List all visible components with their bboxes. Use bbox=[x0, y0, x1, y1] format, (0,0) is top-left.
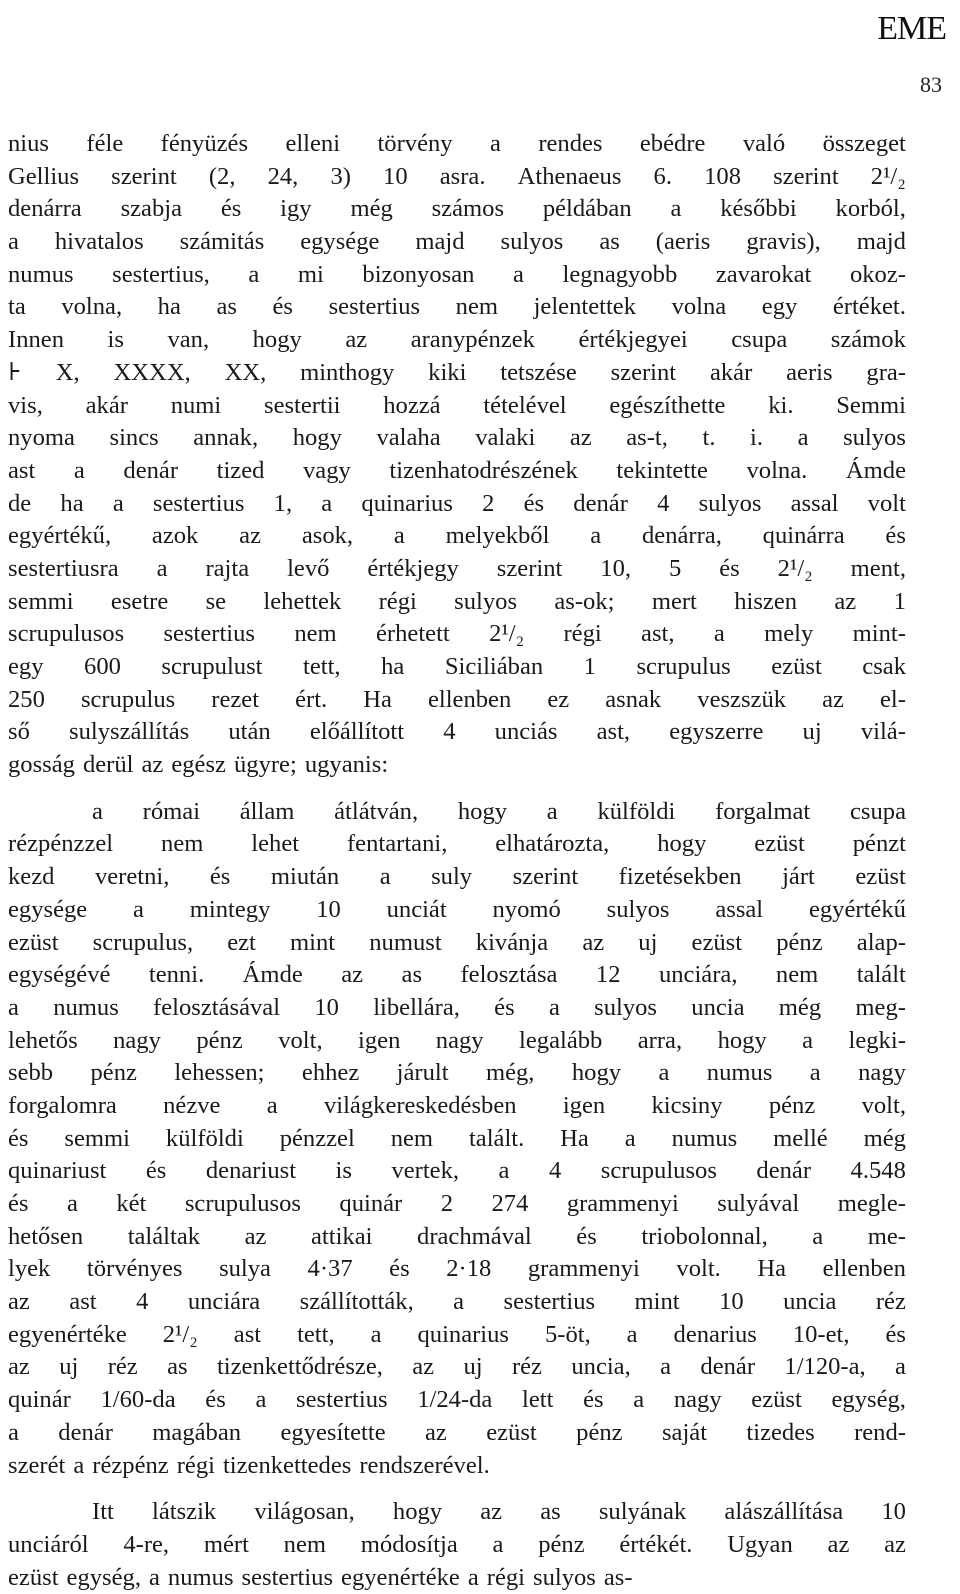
text-line: denárra szabja és igy még számos példában a későbbi korból, bbox=[8, 195, 906, 223]
text-line: gosság derül az egész ügyre; ugyanis: bbox=[8, 751, 389, 779]
text-line: egy 600 scrupulust tett, ha Siciliában 1 scrupulus ezüst csak bbox=[8, 653, 906, 680]
text-line: lyek törvényes sulya 4·37 és 2·18 grammenyi volt. Ha ellenben bbox=[8, 1255, 906, 1283]
text-line: a hivatalos számitás egysége majd sulyos as (aeris gravis), majd bbox=[8, 228, 906, 256]
text-line: a denár magában egyesítette az ezüst pénz saját tizedes rend- bbox=[8, 1418, 906, 1446]
text-line: ezüst egység, a numus sestertius egyenértéke a régi sulyos as- bbox=[8, 1563, 633, 1591]
text-line: semmi esetre se lehettek régi sulyos as-ok; mert hiszen az 1 bbox=[8, 587, 906, 615]
text-line: ső sulyszállítás után előállított 4 unciás ast, egyszerre uj vilá- bbox=[8, 718, 906, 746]
text-line: szerét a rézpénz régi tizenkettedes rendszerével. bbox=[8, 1451, 490, 1479]
paragraph bbox=[8, 796, 906, 1482]
text-line: vis, akár numi sestertii hozzá tételével egészíthette ki. Semmi bbox=[8, 391, 906, 419]
text-line: lehetős nagy pénz volt, igen nagy legalább arra, hogy a legki- bbox=[8, 1026, 906, 1054]
body-text bbox=[8, 128, 906, 1594]
paragraph bbox=[8, 1496, 906, 1594]
text-line: egyértékű, azok az asok, a melyekből a denárra, quinárra és bbox=[8, 522, 906, 550]
page-number: 83 bbox=[920, 72, 942, 97]
text-line: sebb pénz lehessen; ehhez járult még, hogy a numus a nagy bbox=[8, 1059, 906, 1087]
text-line: a numus felosztásával 10 libellára, és a sulyos uncia még meg- bbox=[8, 993, 906, 1021]
text-line: kezd veretni, és miután a suly szerint fizetésekben járt ezüst bbox=[8, 863, 906, 891]
text-line: forgalomra nézve a világkereskedésben igen kicsiny pénz volt, bbox=[8, 1091, 906, 1119]
text-line: és a két scrupulusos quinár 2 274 grammenyi sulyával megle- bbox=[8, 1190, 906, 1217]
text-line: unciáról 4-re, mért nem módosítja a pénz értékét. Ugyan az az bbox=[8, 1530, 906, 1558]
text-line: de ha a sestertius 1, a quinarius 2 és denár 4 sulyos assal volt bbox=[8, 489, 906, 517]
text-line: Itt látszik világosan, hogy az as sulyának alászállítása 10 bbox=[92, 1498, 906, 1526]
text-line: quinariust és denariust is vertek, a 4 scrupulusos denár 4.548 bbox=[8, 1157, 906, 1185]
text-line: Innen is van, hogy az aranypénzek értékjegyei csupa számok bbox=[8, 326, 906, 354]
publisher-logo: EME bbox=[877, 10, 946, 47]
text-line: az ast 4 unciára szállították, a sestertius mint 10 uncia réz bbox=[8, 1288, 906, 1316]
text-line: egységévé tenni. Ámde az as felosztása 12 unciára, nem talált bbox=[8, 961, 906, 989]
text-line: ast a denár tized vagy tizenhatodrészének tekintette volna. Ámde bbox=[8, 456, 906, 484]
text-line: ta volna, ha as és sestertius nem jelentettek volna egy értéket. bbox=[8, 293, 906, 321]
text-line: nius féle fényüzés elleni törvény a rendes ebédre való összeget bbox=[8, 130, 906, 157]
text-line: rézpénzzel nem lehet fentartani, elhatározta, hogy ezüst pénzt bbox=[8, 830, 906, 858]
text-line: a római állam átlátván, hogy a külföldi forgalmat csupa bbox=[92, 797, 906, 825]
paragraph bbox=[8, 128, 906, 782]
text-line: egysége a mintegy 10 unciát nyomó sulyos assal egyértékű bbox=[8, 895, 906, 923]
text-line: hetősen találtak az attikai drachmával és triobolonnal, a me- bbox=[8, 1222, 906, 1250]
paragraph-gap bbox=[8, 1482, 906, 1496]
text-line: scrupulusos sestertius nem érhetett 2¹/₂ régi ast, a mely mint- bbox=[8, 620, 906, 648]
text-line: egyenértéke 2¹/₂ ast tett, a quinarius 5-öt, a denarius 10-et, és bbox=[8, 1320, 906, 1348]
text-line: ⊦ X, XXXX, XX, minthogy kiki tetszése szerint akár aeris gra- bbox=[8, 358, 906, 386]
text-line: és semmi külföldi pénzzel nem talált. Ha a numus mellé még bbox=[8, 1124, 906, 1152]
text-line: nyoma sincs annak, hogy valaha valaki az as-t, t. i. a sulyos bbox=[8, 424, 906, 452]
text-line: 250 scrupulus rezet ért. Ha ellenben ez asnak veszszük az el- bbox=[8, 685, 906, 713]
text-line: quinár 1/60-da és a sestertius 1/24-da lett és a nagy ezüst egység, bbox=[8, 1386, 906, 1414]
paragraph-gap bbox=[8, 782, 906, 796]
text-line: numus sestertius, a mi bizonyosan a legnagyobb zavarokat okoz- bbox=[8, 260, 906, 288]
text-line: Gellius szerint (2, 24, 3) 10 asra. Athenaeus 6. 108 szerint 2¹/₂ bbox=[8, 162, 906, 190]
text-line: ezüst scrupulus, ezt mint numust kivánja az uj ezüst pénz alap- bbox=[8, 928, 906, 956]
text-line: az uj réz as tizenkettődrésze, az uj réz uncia, a denár 1/120-a, a bbox=[8, 1353, 906, 1381]
text-line: sestertiusra a rajta levő értékjegy szerint 10, 5 és 2¹/₂ ment, bbox=[8, 554, 906, 582]
